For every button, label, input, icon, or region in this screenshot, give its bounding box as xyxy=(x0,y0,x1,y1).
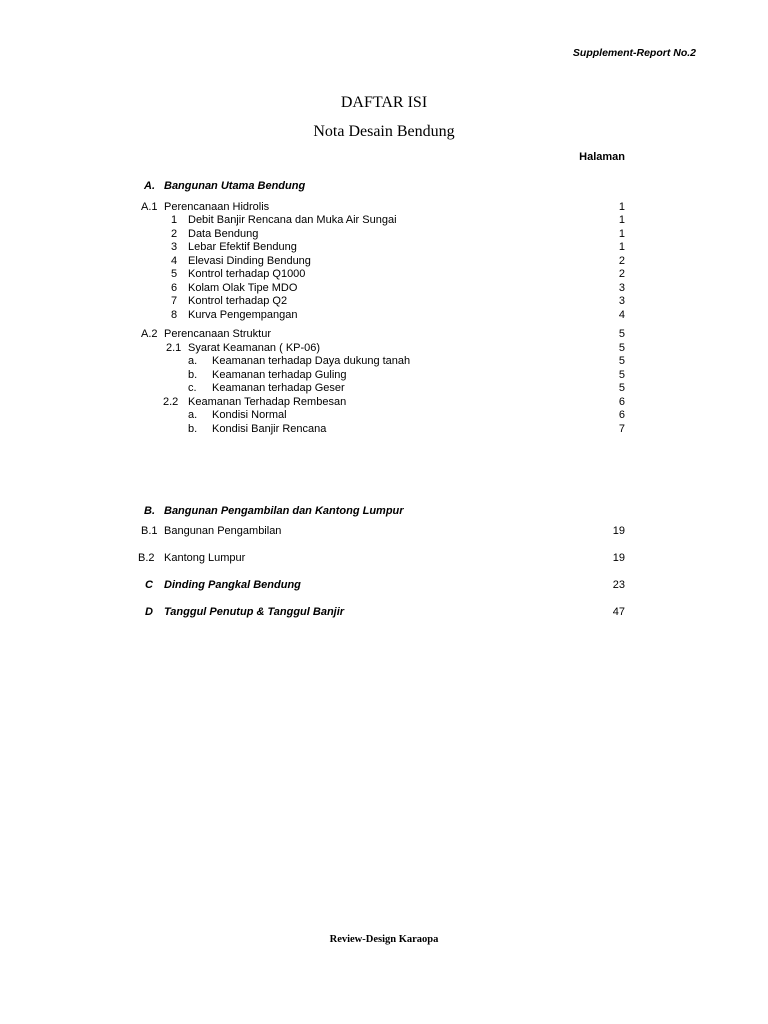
s21-number: 2.1 xyxy=(166,342,182,354)
a2-number: A.2 xyxy=(141,328,158,340)
a1-item-page: 1 xyxy=(618,214,625,226)
s22-item-letter: b. xyxy=(188,423,198,435)
a1-item-label: Data Bendung xyxy=(188,228,259,240)
s22-number: 2.2 xyxy=(163,396,179,408)
section-b-title: Bangunan Pengambilan dan Kantong Lumpur xyxy=(164,505,404,517)
a1-item-page: 1 xyxy=(618,228,625,240)
b2-page: 19 xyxy=(612,552,625,564)
s22-item-letter: a. xyxy=(188,409,198,421)
s21-item-label: Keamanan terhadap Guling xyxy=(212,369,347,381)
a1-item-label: Kontrol terhadap Q2 xyxy=(188,295,288,307)
a1-page: 1 xyxy=(618,201,625,213)
s21-item-letter: c. xyxy=(188,382,197,394)
s21-item-letter: a. xyxy=(188,355,198,367)
s21-item-page: 5 xyxy=(618,355,625,367)
a1-item-number: 1 xyxy=(171,214,178,226)
a1-item-page: 4 xyxy=(618,309,625,321)
a1-item-page: 1 xyxy=(618,241,625,253)
a1-number: A.1 xyxy=(141,201,158,213)
s21-item-page: 5 xyxy=(618,369,625,381)
section-d-page: 47 xyxy=(612,606,625,618)
s21-item-label: Keamanan terhadap Daya dukung tanah xyxy=(212,355,411,367)
toc-title: DAFTAR ISI xyxy=(340,94,428,111)
section-a-marker: A. xyxy=(144,180,155,192)
section-c-marker: C xyxy=(145,579,153,591)
section-b-marker: B. xyxy=(144,505,155,517)
b2-label: Kantong Lumpur xyxy=(164,552,246,564)
a1-item-label: Kurva Pengempangan xyxy=(188,309,298,321)
s21-item-page: 5 xyxy=(618,382,625,394)
s22-item-page: 6 xyxy=(618,409,625,421)
a1-label: Perencanaan Hidrolis xyxy=(164,201,270,213)
a1-item-number: 4 xyxy=(171,255,178,267)
a1-item-number: 3 xyxy=(171,241,178,253)
a1-item-number: 8 xyxy=(171,309,178,321)
a1-item-number: 7 xyxy=(171,295,178,307)
a1-item-number: 5 xyxy=(171,268,178,280)
s22-item-label: Kondisi Banjir Rencana xyxy=(212,423,327,435)
toc-subtitle: Nota Desain Bendung xyxy=(313,123,455,140)
s22-page: 6 xyxy=(618,396,625,408)
supplement-report-label: Supplement-Report No.2 xyxy=(572,47,696,59)
section-c-title: Dinding Pangkal Bendung xyxy=(164,579,301,591)
b2-number: B.2 xyxy=(138,552,155,564)
a1-item-label: Debit Banjir Rencana dan Muka Air Sungai xyxy=(188,214,397,226)
b1-number: B.1 xyxy=(141,525,158,537)
s21-label: Syarat Keamanan ( KP-06) xyxy=(188,342,321,354)
s21-item-label: Keamanan terhadap Geser xyxy=(212,382,345,394)
section-c-page: 23 xyxy=(612,579,625,591)
a2-label: Perencanaan Struktur xyxy=(164,328,272,340)
a1-item-label: Kolam Olak Tipe MDO xyxy=(188,282,298,294)
a1-item-label: Elevasi Dinding Bendung xyxy=(188,255,311,267)
a2-page: 5 xyxy=(618,328,625,340)
s22-item-label: Kondisi Normal xyxy=(212,409,287,421)
s22-label: Keamanan Terhadap Rembesan xyxy=(188,396,347,408)
b1-page: 19 xyxy=(612,525,625,537)
s21-item-letter: b. xyxy=(188,369,198,381)
a1-item-page: 3 xyxy=(618,282,625,294)
a1-item-page: 2 xyxy=(618,255,625,267)
s22-item-page: 7 xyxy=(618,423,625,435)
s21-page: 5 xyxy=(618,342,625,354)
a1-item-number: 6 xyxy=(171,282,178,294)
a1-item-page: 3 xyxy=(618,295,625,307)
section-d-title: Tanggul Penutup & Tanggul Banjir xyxy=(164,606,345,618)
halaman-column-header: Halaman xyxy=(579,151,625,163)
footer-label: Review-Design Karaopa xyxy=(329,934,439,945)
section-d-marker: D xyxy=(145,606,153,618)
section-a-title: Bangunan Utama Bendung xyxy=(164,180,306,192)
a1-item-label: Lebar Efektif Bendung xyxy=(188,241,297,253)
a1-item-label: Kontrol terhadap Q1000 xyxy=(188,268,306,280)
b1-label: Bangunan Pengambilan xyxy=(164,525,282,537)
a1-item-page: 2 xyxy=(618,268,625,280)
a1-item-number: 2 xyxy=(171,228,178,240)
